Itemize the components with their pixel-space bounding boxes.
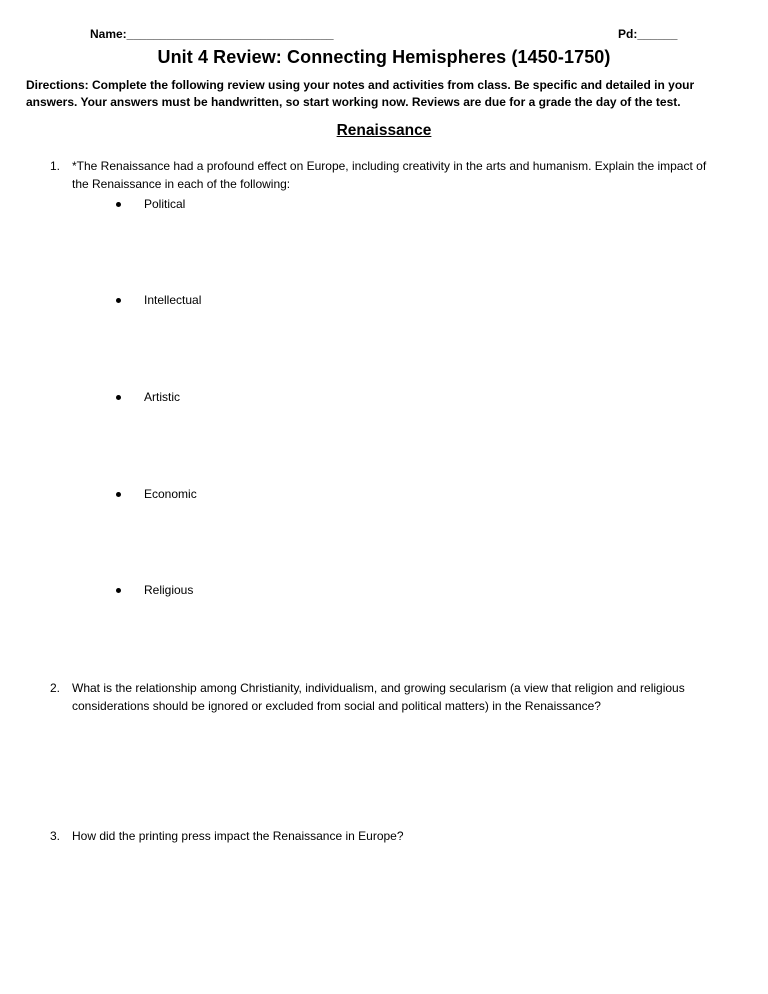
bullet-item-economic	[116, 485, 197, 503]
bullet-item-religious	[116, 581, 193, 599]
bullet-icon	[116, 395, 121, 400]
question-3-text: How did the printing press impact the Renaissance in Europe?	[72, 829, 404, 843]
question-1-text: *The Renaissance had a profound effect on Europe, including creativity in the arts and humanism. Explain the impact of the Renaissance in each of the following:	[72, 159, 707, 191]
bullet-item-political	[116, 195, 185, 213]
question-1-number: 1.	[50, 159, 61, 173]
question-2-text: What is the relationship among Christianity, individualism, and growing secularism (a view that religion and religious considerations should be ignored or excluded from social and political matters) in the Renaissance?	[72, 681, 685, 713]
bullet-item-artistic	[116, 388, 180, 406]
period-field-line[interactable]: Pd:______	[618, 27, 678, 41]
bullet-icon	[116, 202, 121, 207]
bullet-icon	[116, 492, 121, 497]
directions-text: Directions: Complete the following review using your notes and activities from class. Be specific and detailed in your answers. Your answers must be handwritten, so start working now. Reviews are due for a grade the day of the test.	[26, 78, 695, 109]
name-field-line[interactable]: Name:_______________________________	[90, 27, 334, 41]
bullet-label: Economic	[144, 487, 197, 501]
section-title-renaissance: Renaissance	[336, 122, 432, 139]
page-title: Unit 4 Review: Connecting Hemispheres (1450-1750)	[157, 47, 611, 67]
bullet-label: Religious	[144, 583, 194, 597]
bullet-icon	[116, 588, 121, 593]
question-2-number: 2.	[50, 681, 61, 695]
bullet-icon	[116, 298, 121, 303]
bullet-label: Political	[144, 197, 186, 211]
question-3-number: 3.	[50, 829, 61, 843]
bullet-item-intellectual	[116, 291, 201, 309]
bullet-label: Intellectual	[144, 293, 202, 307]
bullet-label: Artistic	[144, 390, 180, 404]
